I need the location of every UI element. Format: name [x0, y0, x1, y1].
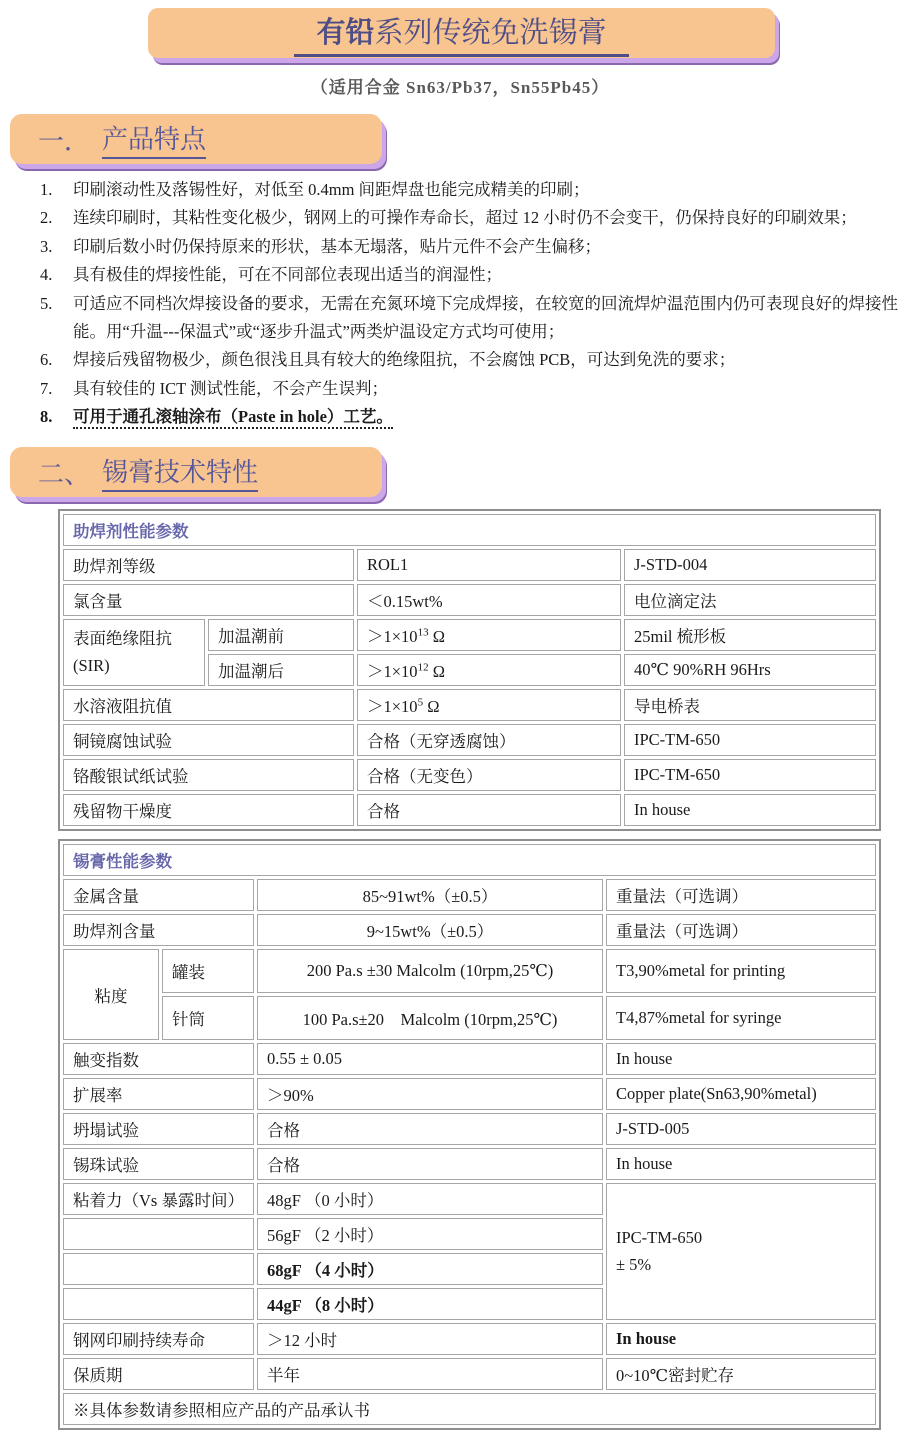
- param-label: 水溶液阻抗值: [63, 689, 354, 721]
- param-label: 残留物干燥度: [63, 794, 354, 826]
- table-row: [63, 949, 876, 993]
- param-method: IPC-TM-650: [624, 759, 876, 791]
- dotted-underline-text: 可用于通孔滚轴涂布（Paste in hole）工艺。: [73, 407, 393, 429]
- item-number: 8.: [40, 407, 53, 426]
- table-row: [63, 1358, 876, 1390]
- param-sublabel: 加温潮前: [208, 619, 354, 651]
- param-method: 导电桥表: [624, 689, 876, 721]
- param-value: 合格（无变色）: [357, 759, 621, 791]
- param-value: 合格: [357, 794, 621, 826]
- table-row: [63, 914, 876, 946]
- table-row: [63, 996, 876, 1040]
- item-number: 5.: [40, 293, 53, 313]
- param-value: 85~91wt%（±0.5）: [257, 879, 603, 911]
- table-row: [63, 844, 876, 876]
- sir-line1: 表面绝缘阻抗: [73, 629, 172, 649]
- value-exponent: 5: [417, 696, 424, 709]
- param-label: 坍塌试验: [63, 1113, 254, 1145]
- table-row: [63, 1043, 876, 1075]
- list-item: [40, 261, 910, 289]
- param-method: 40℃ 90%RH 96Hrs: [624, 654, 876, 686]
- param-method: In house: [624, 794, 876, 826]
- table-row: [63, 689, 876, 721]
- value-base: ＞1×10: [367, 662, 418, 682]
- sir-line2: (SIR): [73, 655, 110, 675]
- param-method: In house: [606, 1148, 876, 1180]
- param-label: 铬酸银试纸试验: [63, 759, 354, 791]
- list-item: [40, 204, 910, 232]
- param-sublabel: 加温潮后: [208, 654, 354, 686]
- table-row: [63, 724, 876, 756]
- table-row: [63, 879, 876, 911]
- param-label-empty: [63, 1218, 254, 1250]
- table-row: [63, 514, 876, 546]
- param-value: 合格: [257, 1113, 603, 1145]
- title-bold-part: 有铅: [316, 16, 375, 49]
- list-item: [40, 176, 910, 204]
- item-text: 焊接后残留物极少，颜色很浅且具有较大的绝缘阻抗，不会腐蚀 PCB，可达到免洗的要求；: [73, 350, 736, 370]
- item-text: 连续印刷时，其粘性变化极少，钢网上的可操作寿命长，超过 12 小时仍不会变干，仍保持良好的印刷效果；: [73, 208, 857, 228]
- param-sublabel: 罐装: [162, 949, 254, 993]
- table-row: [63, 1183, 876, 1215]
- param-label: 助焊剂含量: [63, 914, 254, 946]
- tack-method-line2: ± 5%: [616, 1254, 652, 1274]
- item-text: [73, 403, 910, 431]
- param-method: T4,87%metal for syringe: [606, 996, 876, 1040]
- document-page: [0, 8, 920, 1430]
- param-method: J-STD-005: [606, 1113, 876, 1145]
- section2-banner: [10, 447, 382, 497]
- item-number: 3.: [40, 236, 53, 256]
- param-value: [357, 619, 621, 651]
- page-title: [294, 10, 628, 57]
- param-value: [357, 654, 621, 686]
- table-row: [63, 619, 876, 651]
- table-row: [63, 1078, 876, 1110]
- section1-number: 一．: [38, 126, 91, 156]
- param-label: 粘着力（Vs 暴露时间）: [63, 1183, 254, 1215]
- flux-table-header: 助焊剂性能参数: [63, 514, 876, 546]
- param-value: 68gF （4 小时）: [257, 1253, 603, 1285]
- param-method: 电位滴定法: [624, 584, 876, 616]
- list-item: [40, 375, 910, 403]
- table-footnote: ※具体参数请参照相应产品的产品承认书: [63, 1393, 876, 1425]
- param-value: ＜0.15wt%: [357, 584, 621, 616]
- item-number: 7.: [40, 378, 53, 398]
- param-value: [357, 689, 621, 721]
- param-value: ROL1: [357, 549, 621, 581]
- table-row: [63, 584, 876, 616]
- title-banner: [148, 8, 775, 58]
- param-value: ＞90%: [257, 1078, 603, 1110]
- table-row: [63, 759, 876, 791]
- item-number: 2.: [40, 208, 53, 228]
- paste-properties-table: [58, 839, 881, 1430]
- param-method-tack: [606, 1183, 876, 1320]
- param-label: 扩展率: [63, 1078, 254, 1110]
- tack-method-line1: IPC-TM-650: [616, 1228, 703, 1248]
- table-row: [63, 1148, 876, 1180]
- param-method: In house: [606, 1323, 876, 1355]
- list-item: [40, 290, 910, 347]
- param-value: 9~15wt%（±0.5）: [257, 914, 603, 946]
- param-sublabel: 针筒: [162, 996, 254, 1040]
- item-text: 印刷滚动性及落锡性好，对低至 0.4mm 间距焊盘也能完成精美的印刷；: [73, 180, 590, 199]
- value-base: ＞1×10: [367, 697, 418, 717]
- section1-banner: [10, 114, 382, 164]
- section2-number: 二、: [38, 459, 91, 489]
- flux-properties-table: [58, 509, 881, 831]
- param-method: In house: [606, 1043, 876, 1075]
- table-row: [63, 1323, 876, 1355]
- param-label: 钢网印刷持续寿命: [63, 1323, 254, 1355]
- table-row: [63, 549, 876, 581]
- value-unit: Ω: [428, 627, 445, 647]
- table-row: [63, 1393, 876, 1425]
- value-base: ＞1×10: [367, 627, 418, 647]
- subtitle-alloys: （适用合金 Sn63/Pb37，Sn55Pb45）: [310, 78, 610, 97]
- item-number: 1.: [40, 180, 53, 199]
- param-method: 25mil 梳形板: [624, 619, 876, 651]
- item-number: 6.: [40, 350, 53, 370]
- param-label: 金属含量: [63, 879, 254, 911]
- item-text: 可适应不同档次焊接设备的要求，无需在充氮环境下完成焊接，在较宽的回流焊炉温范围内仍可表现良好的焊接性能。用“升温---保温式”或“逐步升温式”两类炉温设定方式均可使用；: [73, 293, 898, 341]
- param-method: 重量法（可选调）: [606, 914, 876, 946]
- section2-title: 锡膏技术特性: [102, 452, 258, 492]
- param-value: 200 Pa.s ±30 Malcolm (10rpm,25℃): [257, 949, 603, 993]
- param-value: 0.55 ± 0.05: [257, 1043, 603, 1075]
- param-label: 触变指数: [63, 1043, 254, 1075]
- param-method: T3,90%metal for printing: [606, 949, 876, 993]
- list-item: [40, 233, 910, 261]
- param-method: 重量法（可选调）: [606, 879, 876, 911]
- param-label: 助焊剂等级: [63, 549, 354, 581]
- list-item: [40, 403, 910, 431]
- table-row: [63, 794, 876, 826]
- param-value: ＞12 小时: [257, 1323, 603, 1355]
- feature-list: [40, 176, 920, 431]
- param-label: 保质期: [63, 1358, 254, 1390]
- list-item: [40, 346, 910, 374]
- param-value: 半年: [257, 1358, 603, 1390]
- paste-table-header: 锡膏性能参数: [63, 844, 876, 876]
- param-method: IPC-TM-650: [624, 724, 876, 756]
- param-label-viscosity: 粘度: [63, 949, 159, 1040]
- param-label: 铜镜腐蚀试验: [63, 724, 354, 756]
- param-value: 100 Pa.s±20 Malcolm (10rpm,25℃): [257, 996, 603, 1040]
- param-method: 0~10℃密封贮存: [606, 1358, 876, 1390]
- item-text: 具有较佳的 ICT 测试性能，不会产生误判；: [73, 378, 389, 398]
- title-rest-part: 系列传统免洗锡膏: [374, 16, 607, 49]
- value-exponent: 12: [417, 661, 429, 674]
- table-row: [63, 1113, 876, 1145]
- param-value: 合格: [257, 1148, 603, 1180]
- param-label-sir: [63, 619, 205, 686]
- param-label-empty: [63, 1288, 254, 1320]
- param-value: 合格（无穿透腐蚀）: [357, 724, 621, 756]
- param-value: 44gF （8 小时）: [257, 1288, 603, 1320]
- value-exponent: 13: [417, 626, 429, 639]
- param-label-empty: [63, 1253, 254, 1285]
- section1-title: 产品特点: [102, 119, 206, 159]
- param-value: 56gF （2 小时）: [257, 1218, 603, 1250]
- value-unit: Ω: [423, 697, 440, 717]
- value-unit: Ω: [428, 662, 445, 682]
- item-number: 4.: [40, 265, 53, 285]
- param-label: 氯含量: [63, 584, 354, 616]
- item-text: 印刷后数小时仍保持原来的形状，基本无塌落，贴片元件不会产生偏移；: [73, 236, 601, 256]
- param-method: J-STD-004: [624, 549, 876, 581]
- item-text: 具有极佳的焊接性能，可在不同部位表现出适当的润湿性；: [73, 265, 502, 285]
- param-method: Copper plate(Sn63,90%metal): [606, 1078, 876, 1110]
- param-value: 48gF （0 小时）: [257, 1183, 603, 1215]
- param-label: 锡珠试验: [63, 1148, 254, 1180]
